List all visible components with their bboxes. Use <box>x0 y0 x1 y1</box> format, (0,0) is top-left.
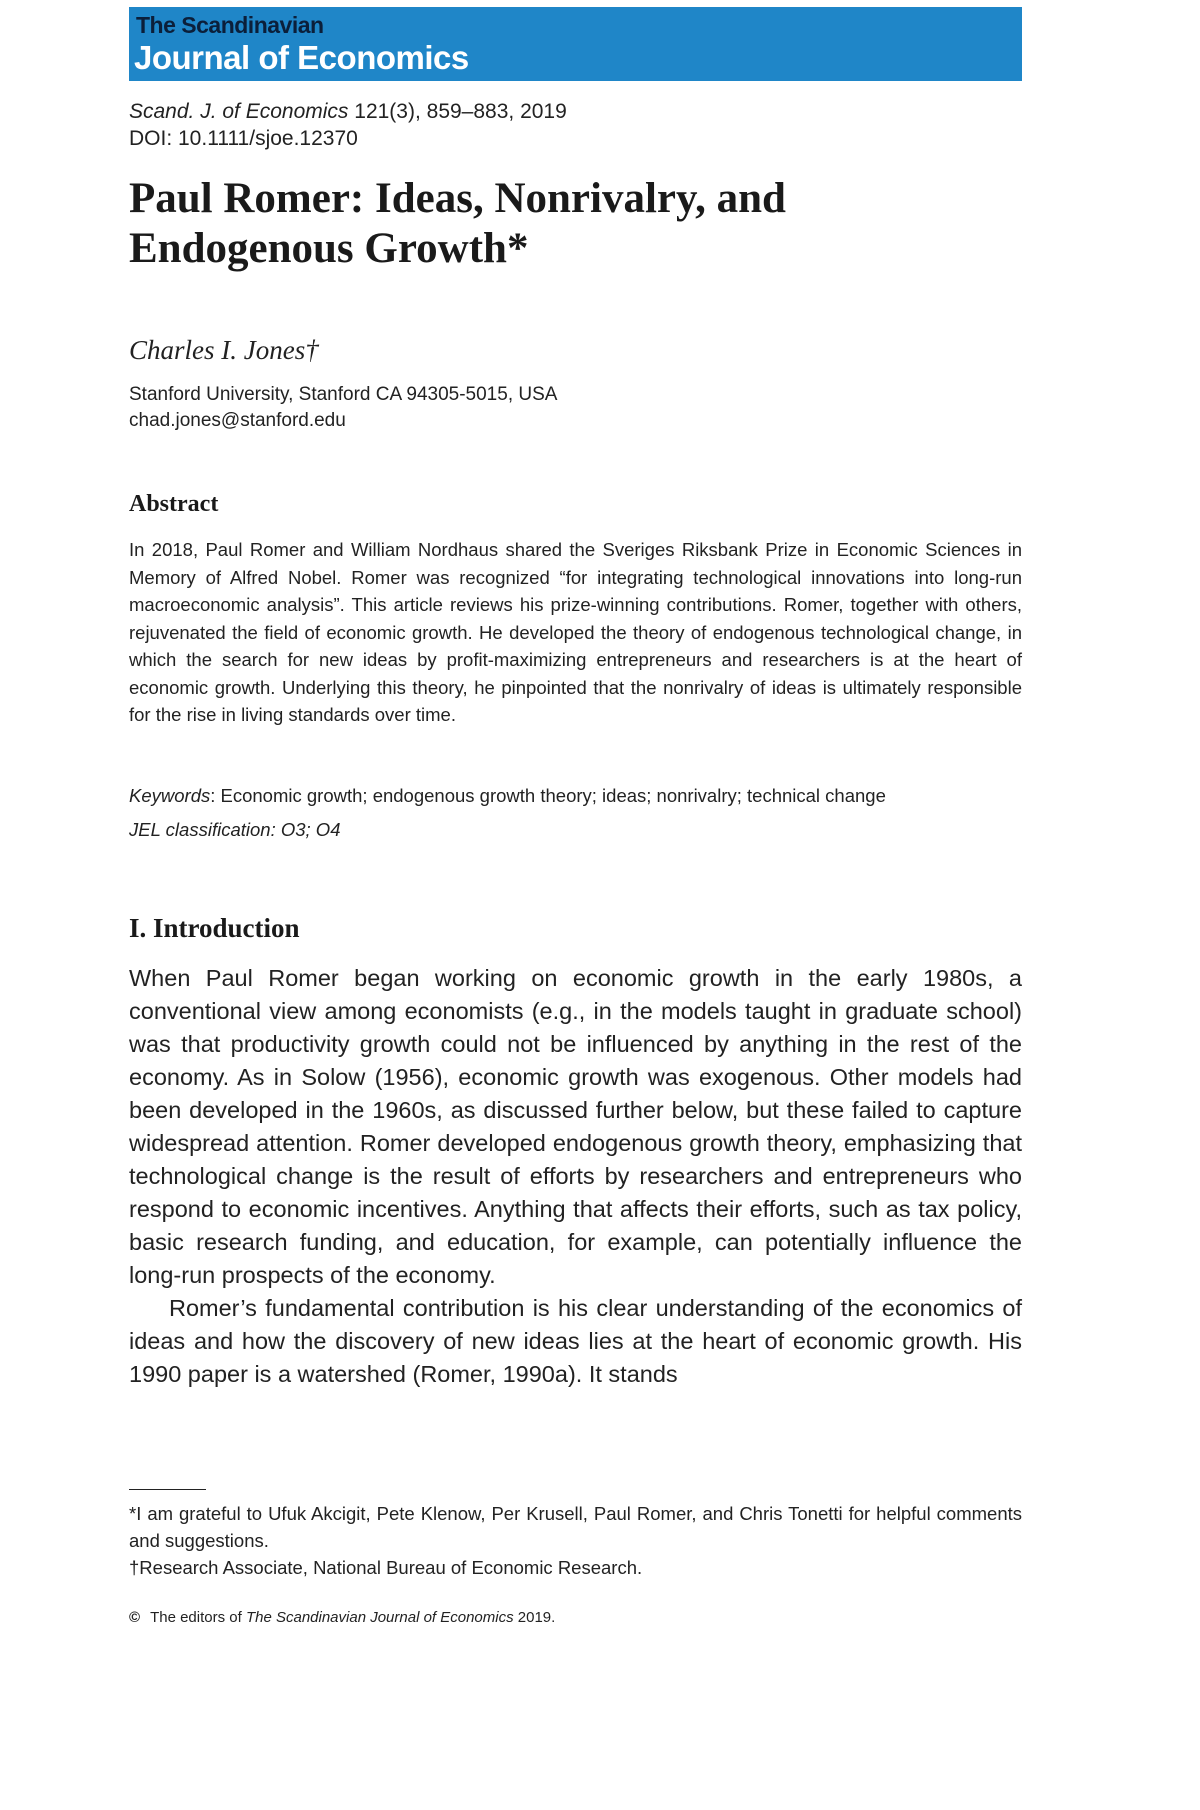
author-email[interactable]: chad.jones@stanford.edu <box>129 410 346 431</box>
journal-name-line2: Journal of Economics <box>134 39 469 76</box>
abstract-heading: Abstract <box>129 491 219 517</box>
jel-label: JEL classification <box>129 819 271 840</box>
citation-doi[interactable]: DOI: 10.1111/sjoe.12370 <box>129 127 358 150</box>
keywords-label: Keywords <box>129 785 211 806</box>
footnote-affiliation: †Research Associate, National Bureau of Economic Research. <box>129 1557 643 1578</box>
section-heading: I. Introduction <box>129 913 300 943</box>
author-affiliation-block <box>129 382 557 434</box>
citation-journal: Scand. J. of Economics <box>129 100 349 123</box>
citation-volume: 121(3), 859–883, 2019 <box>348 100 567 123</box>
footnote-divider <box>129 1489 206 1490</box>
section-body <box>129 962 1022 1391</box>
author-affiliation: Stanford University, Stanford CA 94305-5015, USA <box>129 384 558 405</box>
body-paragraph: When Paul Romer began working on economic growth in the early 1980s, a conventional view among economists (e.g., in the models taught in graduate school) was that productivity growth could not be influenced by anything in the rest of the economy. As in Solow (1956), economic growth was exogenous. Other models had been developed in the 1960s, as discussed further below, but these failed to capture widespread attention. Romer developed endogenous growth theory, emphasizing that technological change is the result of efforts by researchers and entrepreneurs who respond to economic incentives. Anything that affects their efforts, such as tax policy, basic research funding, and education, for example, can potentially influence the long-run prospects of the economy. <box>129 965 1022 1288</box>
jel-codes: O3; O4 <box>280 819 341 840</box>
journal-name-line1: The Scandinavian <box>136 12 324 38</box>
keywords-list: Economic growth; endogenous growth theory; ideas; nonrivalry; technical change <box>220 785 886 806</box>
citation-block <box>129 98 567 152</box>
journal-banner <box>129 7 1022 81</box>
author-name: Charles I. Jones† <box>129 335 319 365</box>
copyright-journal: The Scandinavian Journal of Economics <box>245 1609 514 1626</box>
article-title: Paul Romer: Ideas, Nonrivalry, and Endogenous Growth* <box>129 175 786 272</box>
keywords-line: Keywords: Economic growth; endogenous growth theory; ideas; nonrivalry; technical change <box>129 785 886 806</box>
copyright-icon: © <box>129 1609 141 1626</box>
footnotes <box>129 1500 1022 1581</box>
jel-line: JEL classification: O3; O4 <box>129 819 341 840</box>
copyright-prefix: The editors of <box>150 1609 246 1626</box>
copyright-line <box>129 1609 555 1626</box>
abstract-text: In 2018, Paul Romer and William Nordhaus shared the Sveriges Riksbank Prize in Economic Sciences in Memory of Alfred Nobel. Romer was recognized “for integrating technological innovations into long-run macroeconomic analysis”. This article reviews his prize-winning contributions. Romer, together with others, rejuvenated the field of economic growth. He developed the theory of endogenous technological change, in which the search for new ideas by profit-maximizing entrepreneurs and researchers is at the heart of economic growth. Underlying this theory, he pinpointed that the nonrivalry of ideas is ultimately responsible for the rise in living standards over time. <box>129 539 1022 725</box>
copyright-suffix: 2019. <box>513 1609 556 1626</box>
body-paragraph: Romer’s fundamental contribution is his clear understanding of the economics of ideas and how the discovery of new ideas lies at the heart of economic growth. His 1990 paper is a watershed (Romer, 1990a). It stands <box>129 1295 1022 1387</box>
footnote-acknowledgement: *I am grateful to Ufuk Akcigit, Pete Klenow, Per Krusell, Paul Romer, and Chris Tonetti for helpful comments and suggestions. <box>129 1503 1022 1551</box>
